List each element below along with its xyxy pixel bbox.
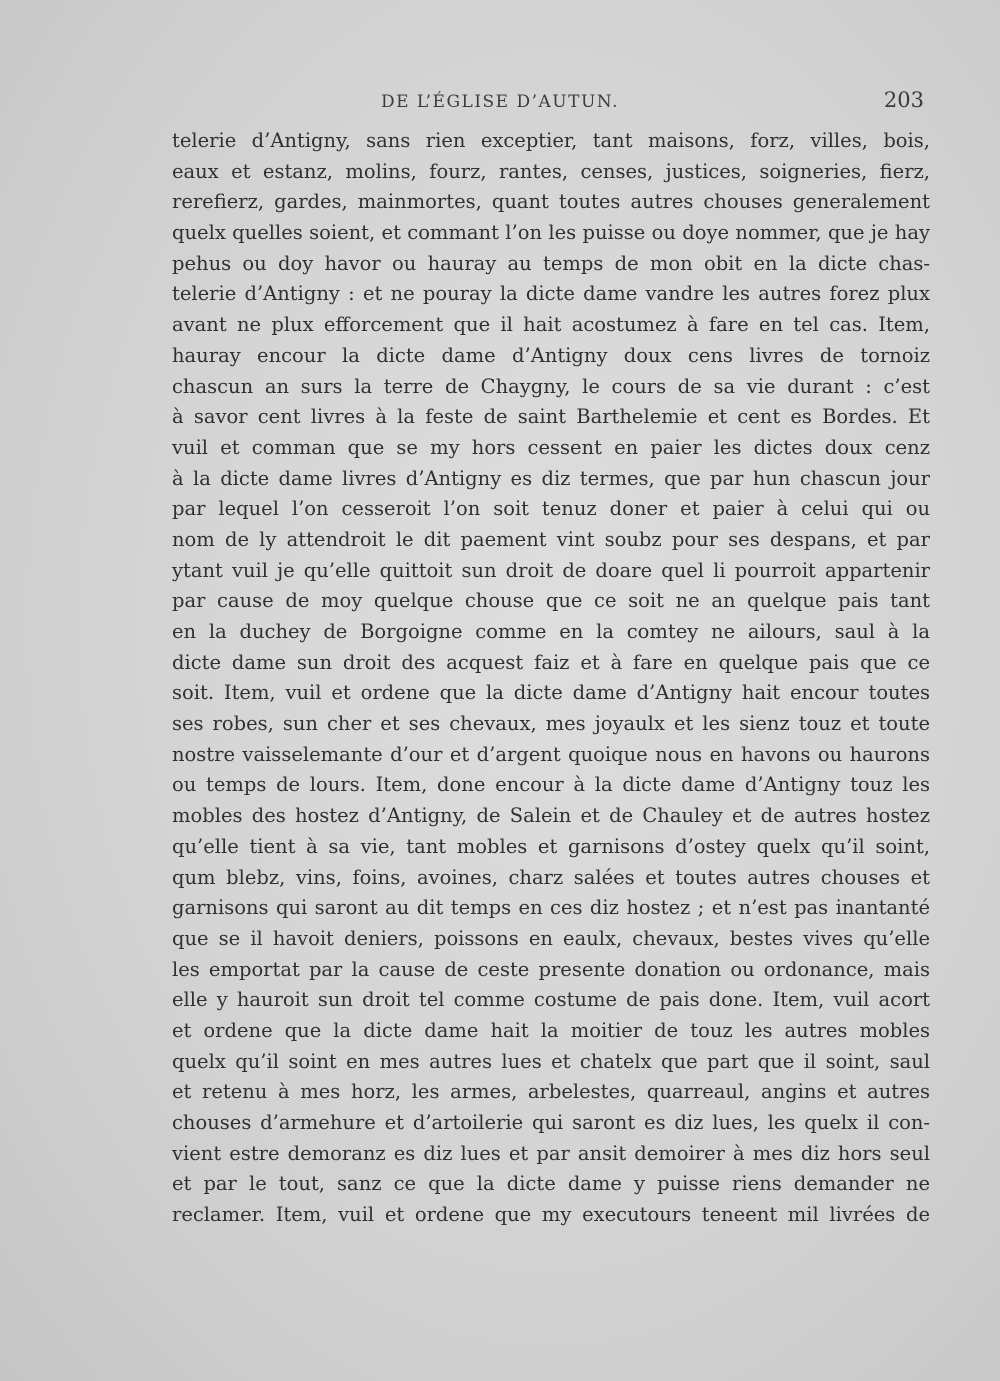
text-line: soit. Item, vuil et ordene que la dicte dame d’Antigny hait encour toutes xyxy=(172,681,930,705)
text-line: dicte dame sun droit des acquest faiz et à fare en quelque pais que ce xyxy=(172,650,930,674)
text-line: vuil et comman que se my hors cessent en paier les dictes doux cenz xyxy=(172,435,930,459)
text-line: et par le tout, sanz ce que la dicte dame y puisse riens demander ne xyxy=(172,1172,930,1196)
text-line: nom de ly attendroit le dit paement vint soubz pour ses despans, et par xyxy=(172,527,930,551)
text-line: à la dicte dame livres d’Antigny es diz termes, que par hun chascun jour xyxy=(172,466,930,490)
text-line: reclamer. Item, vuil et ordene que my executours teneent mil livrées de xyxy=(172,1203,930,1227)
text-line: vient estre demoranz es diz lues et par ansit demoirer à mes diz hors seul xyxy=(172,1141,930,1165)
text-line: rerefierz, gardes, mainmortes, quant toutes autres chouses generalement xyxy=(172,190,930,214)
text-line: garnisons qui saront au dit temps en ces diz hostez ; et n’est pas inantanté xyxy=(172,896,930,920)
text-line: et ordene que la dicte dame hait la moitier de touz les autres mobles xyxy=(172,1018,930,1042)
text-line: avant ne plux efforcement que il hait acostumez à fare en tel cas. Item, xyxy=(172,313,930,337)
body-text xyxy=(172,126,930,1231)
text-line: quelx qu’il soint en mes autres lues et chatelx que part que il soint, saul xyxy=(172,1049,930,1073)
text-line: ytant vuil je qu’elle quittoit sun droit de doare quel li pourroit appartenir xyxy=(172,558,930,582)
page-header xyxy=(170,88,930,118)
text-line: mobles des hostez d’Antigny, de Salein et de Chauley et de autres hostez xyxy=(172,804,930,828)
text-line: par lequel l’on cesseroit l’on soit tenuz doner et paier à celui qui ou xyxy=(172,497,930,521)
running-head: DE L’ÉGLISE D’AUTUN. xyxy=(380,92,619,112)
text-line: et retenu à mes horz, les armes, arbelestes, quarreaul, angins et autres xyxy=(172,1080,930,1104)
text-line: pehus ou doy havor ou hauray au temps de mon obit en la dicte chas- xyxy=(172,251,930,275)
text-line: nostre vaisselemante d’our et d’argent quoique nous en havons ou haurons xyxy=(172,742,930,766)
text-line: ses robes, sun cher et ses chevaux, mes joyaulx et les sienz touz et toute xyxy=(172,712,930,736)
text-line: chascun an surs la terre de Chaygny, le cours de sa vie durant : c’est xyxy=(172,374,930,398)
page-number: 203 xyxy=(883,88,924,112)
text-line: à savor cent livres à la feste de saint Barthelemie et cent es Bordes. Et xyxy=(172,405,930,429)
text-line: hauray encour la dicte dame d’Antigny doux cens livres de tornoiz xyxy=(172,343,930,367)
text-line: eaux et estanz, molins, fourz, rantes, censes, justices, soigneries, fierz, xyxy=(172,159,930,183)
text-line: quelx quelles soient, et commant l’on les puisse ou doye nommer, que je hay xyxy=(172,221,930,245)
text-line: qu’elle tient à sa vie, tant mobles et garnisons d’ostey quelx qu’il soint, xyxy=(172,834,930,858)
text-line: par cause de moy quelque chouse que ce soit ne an quelque pais tant xyxy=(172,589,930,613)
text-line: chouses d’armehure et d’artoilerie qui saront es diz lues, les quelx il con- xyxy=(172,1111,930,1134)
text-line: telerie d’Antigny : et ne pouray la dicte dame vandre les autres forez plux xyxy=(172,282,930,306)
text-line: elle y hauroit sun droit tel comme costume de pais done. Item, vuil acort xyxy=(172,988,930,1012)
text-line: telerie d’Antigny, sans rien exceptier, tant maisons, forz, villes, bois, xyxy=(172,129,930,152)
text-line: les emportat par la cause de ceste presente donation ou ordonance, mais xyxy=(172,957,930,981)
text-line: qum blebz, vins, foins, avoines, charz salées et toutes autres chouses et xyxy=(172,865,930,889)
text-line: que se il havoit deniers, poissons en eaulx, chevaux, bestes vives qu’elle xyxy=(172,926,930,950)
text-line: ou temps de lours. Item, done encour à la dicte dame d’Antigny touz les xyxy=(172,773,930,797)
text-line: en la duchey de Borgoigne comme en la comtey ne ailours, saul à la xyxy=(172,620,930,643)
